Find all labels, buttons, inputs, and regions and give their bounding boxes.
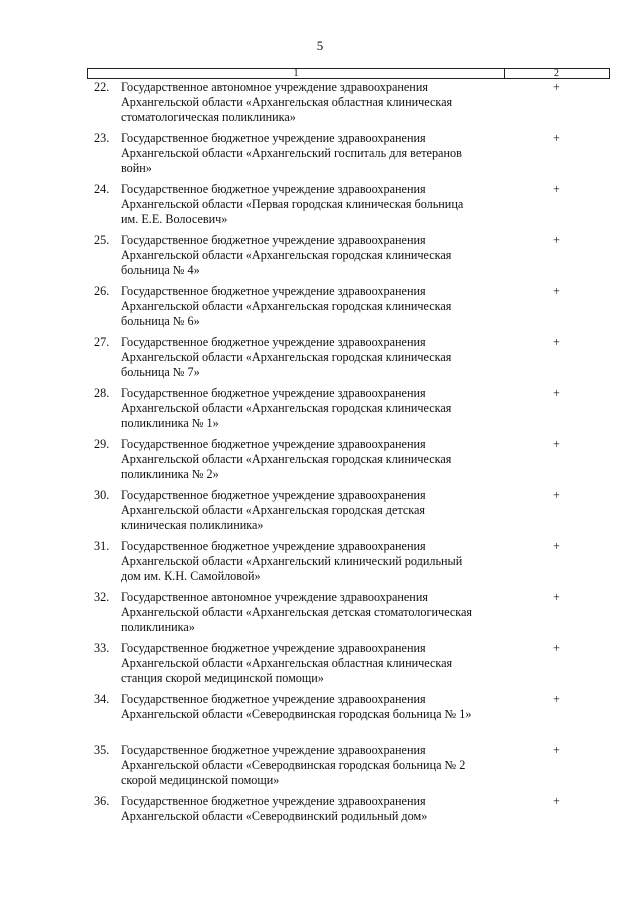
row-text	[121, 80, 506, 125]
table-row	[0, 488, 640, 539]
row-text-line: поликлиника»	[121, 620, 195, 634]
table-row	[0, 233, 640, 284]
row-text-line: поликлиника № 1»	[121, 416, 219, 430]
row-mark: +	[553, 386, 560, 400]
row-text-line: Государственное бюджетное учреждение здравоохранения	[121, 284, 426, 298]
row-mark: +	[553, 284, 560, 298]
row-text-line: Государственное бюджетное учреждение здравоохранения	[121, 386, 426, 400]
row-mark: +	[553, 437, 560, 451]
row-text	[121, 539, 506, 584]
row-mark: +	[553, 233, 560, 247]
row-text	[121, 386, 506, 431]
table-row	[0, 692, 640, 743]
row-text-line: Архангельской области «Архангельская городская клиническая	[121, 350, 452, 364]
row-number: 28.	[94, 386, 110, 400]
page-number: 5	[316, 38, 324, 53]
row-text-line: Архангельской области «Архангельская городская детская	[121, 503, 426, 517]
row-text-line: Государственное бюджетное учреждение здравоохранения	[121, 743, 426, 757]
row-number: 30.	[94, 488, 110, 502]
row-mark: +	[553, 794, 560, 808]
table-row	[0, 182, 640, 233]
row-mark: +	[553, 182, 560, 196]
table-row	[0, 335, 640, 386]
row-text-line: Архангельской области «Архангельская городская клиническая	[121, 299, 452, 313]
row-text-line: Архангельской области «Архангельский клинический родильный	[121, 554, 463, 568]
header-col-1: 1	[88, 69, 505, 78]
row-text-line: Государственное бюджетное учреждение здравоохранения	[121, 131, 426, 145]
row-mark: +	[553, 743, 560, 757]
row-text-line: Государственное бюджетное учреждение здравоохранения	[121, 641, 426, 655]
row-text-line: Государственное автономное учреждение здравоохранения	[121, 80, 428, 94]
row-text-line: клиническая поликлиника»	[121, 518, 264, 532]
row-mark: +	[553, 590, 560, 604]
row-text	[121, 131, 506, 176]
row-mark: +	[553, 335, 560, 349]
row-number: 33.	[94, 641, 110, 655]
row-text-line: Государственное бюджетное учреждение здравоохранения	[121, 437, 426, 451]
row-text	[121, 692, 506, 722]
row-text	[121, 182, 506, 227]
row-text-line: Архангельской области «Архангельская городская клиническая	[121, 452, 452, 466]
row-text-line: им. Е.Е. Волосевич»	[121, 212, 228, 226]
row-text-line: Государственное бюджетное учреждение здравоохранения	[121, 794, 426, 808]
row-number: 32.	[94, 590, 110, 604]
row-text	[121, 284, 506, 329]
table-row	[0, 437, 640, 488]
row-number: 24.	[94, 182, 110, 196]
row-text-line: Архангельской области «Архангельский госпиталь для ветеранов	[121, 146, 462, 160]
row-text-line: Государственное бюджетное учреждение здравоохранения	[121, 539, 426, 553]
row-text	[121, 590, 506, 635]
row-mark: +	[553, 80, 560, 94]
row-mark: +	[553, 539, 560, 553]
row-text-line: Государственное бюджетное учреждение здравоохранения	[121, 335, 426, 349]
row-text-line: Государственное бюджетное учреждение здравоохранения	[121, 233, 426, 247]
row-text-line: Архангельской области «Первая городская клиническая больница	[121, 197, 464, 211]
row-text-line: Архангельской области «Архангельская городская клиническая	[121, 248, 452, 262]
row-text-line: поликлиника № 2»	[121, 467, 219, 481]
row-number: 31.	[94, 539, 110, 553]
row-text-line: больница № 7»	[121, 365, 200, 379]
row-text-line: больница № 4»	[121, 263, 200, 277]
table-row	[0, 539, 640, 590]
row-number: 25.	[94, 233, 110, 247]
row-number: 34.	[94, 692, 110, 706]
row-number: 23.	[94, 131, 110, 145]
row-text	[121, 794, 506, 824]
row-text-line: Архангельской области «Архангельская городская клиническая	[121, 401, 452, 415]
row-number: 26.	[94, 284, 110, 298]
row-text-line: Государственное автономное учреждение здравоохранения	[121, 590, 428, 604]
row-number: 36.	[94, 794, 110, 808]
row-text	[121, 488, 506, 533]
table-header	[87, 68, 610, 79]
row-text-line: Государственное бюджетное учреждение здравоохранения	[121, 488, 426, 502]
table-row	[0, 80, 640, 131]
row-number: 35.	[94, 743, 110, 757]
row-text-line: Архангельской области «Северодвинский родильный дом»	[121, 809, 428, 823]
row-text-line: войн»	[121, 161, 152, 175]
row-text	[121, 641, 506, 686]
row-text-line: Государственное бюджетное учреждение здравоохранения	[121, 182, 426, 196]
row-text-line: стоматологическая поликлиника»	[121, 110, 296, 124]
row-text-line: дом им. К.Н. Самойловой»	[121, 569, 261, 583]
row-number: 22.	[94, 80, 110, 94]
table-body	[0, 80, 640, 845]
row-text	[121, 233, 506, 278]
table-row	[0, 743, 640, 794]
row-mark: +	[553, 692, 560, 706]
table-row	[0, 284, 640, 335]
row-text-line: Архангельской области «Северодвинская городская больница № 2	[121, 758, 466, 772]
table-row	[0, 386, 640, 437]
row-text-line: Архангельской области «Северодвинская городская больница № 1»	[121, 707, 472, 721]
row-text-line: Архангельской области «Архангельская областная клиническая	[121, 656, 453, 670]
row-mark: +	[553, 131, 560, 145]
row-text	[121, 335, 506, 380]
row-text	[121, 437, 506, 482]
row-text-line: Архангельской области «Архангельская областная клиническая	[121, 95, 453, 109]
table-row	[0, 641, 640, 692]
row-mark: +	[553, 488, 560, 502]
row-mark: +	[553, 641, 560, 655]
row-number: 27.	[94, 335, 110, 349]
row-number: 29.	[94, 437, 110, 451]
table-row	[0, 131, 640, 182]
table-row	[0, 794, 640, 845]
row-text	[121, 743, 506, 788]
header-col-2: 2	[554, 68, 559, 79]
row-text-line: скорой медицинской помощи»	[121, 773, 280, 787]
row-text-line: Архангельской области «Архангельская детская стоматологическая	[121, 605, 473, 619]
row-text-line: Государственное бюджетное учреждение здравоохранения	[121, 692, 426, 706]
row-text-line: станция скорой медицинской помощи»	[121, 671, 324, 685]
table-row	[0, 590, 640, 641]
row-text-line: больница № 6»	[121, 314, 200, 328]
